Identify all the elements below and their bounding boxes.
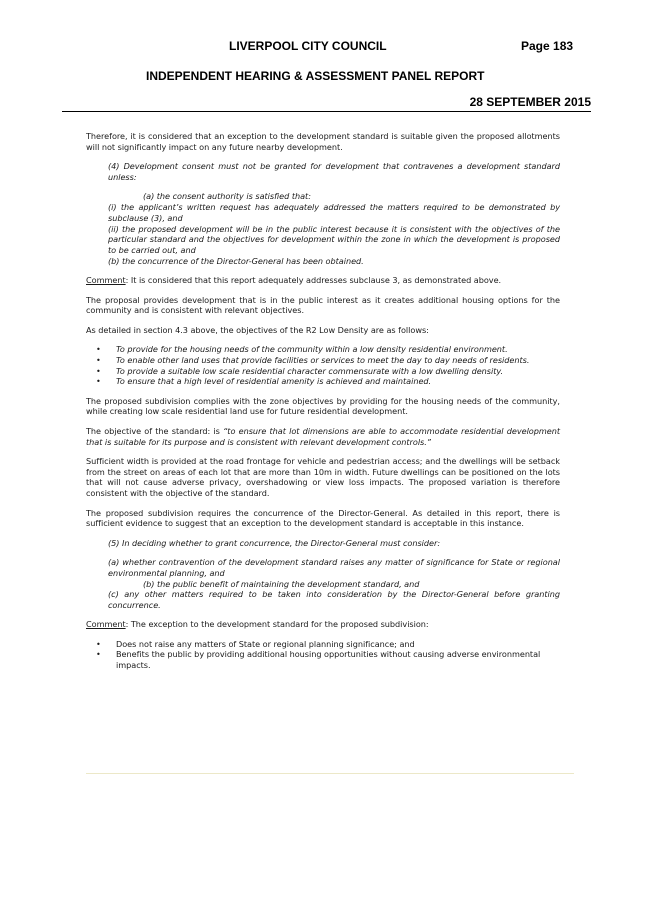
r2-objectives-list [86,344,560,387]
clause-4-a-i: (i) the applicant’s written request has adequately addressed the matters required to be demonstrated by subclause (3), and [108,201,560,223]
clause-5-b: (b) the public benefit of maintaining the development standard, and [143,578,420,589]
report-title: INDEPENDENT HEARING & ASSESSMENT PANEL REPORT [146,69,485,83]
clause-4-b: (b) the concurrence of the Director-General has been obtained. [108,255,364,266]
comment-exception [86,619,560,630]
report-date: 28 SEPTEMBER 2015 [469,95,591,109]
clause-5-c: (c) any other matters required to be taken into consideration by the Director-General before granting concurrence. [108,589,560,611]
clause-4-intro: (4) Development consent must not be granted for development that contravenes a development standard unless: [108,161,560,182]
list-item: • To enable other land uses that provide facilities or services to meet the day to day needs of residents. [86,355,560,366]
footer-rule [86,773,574,774]
comment-text: : The exception to the development standard for the proposed subdivision: [125,619,429,630]
paragraph-objectives-intro: As detailed in section 4.3 above, the objectives of the R2 Low Density are as follows: [86,324,429,335]
standard-objective-quote: “to ensure that lot dimensions are able to accommodate residential development that is suitable for its purpose and is consistent with relevant development controls.” [86,425,560,447]
paragraph-sufficient-width: Sufficient width is provided at the road frontage for vehicle and pedestrian access; and the dwellings will be setback from the street on areas of each lot that are more than 10m in width. Future dwellings can be positioned on the lots that will not cause adverse privacy, overshadowing or view loss impacts. The proposed variation is therefore consistent with the objective of the standard. [86,455,560,499]
clause-5-a: (a) whether contravention of the development standard raises any matter of significance for State or regional environmental planning, and [108,556,560,578]
council-name: LIVERPOOL CITY COUNCIL [229,39,387,53]
list-item: • To ensure that a high level of residential amenity is achieved and maintained. [86,376,560,387]
document-body [86,131,560,680]
paragraph-exception-suitable: Therefore, it is considered that an exception to the development standard is suitable given the proposed allotments will not significantly impact on any future nearby development. [86,131,560,152]
clause-5-intro: (5) In deciding whether to grant concurrence, the Director-General must consider: [108,537,441,548]
list-item: • Does not raise any matters of State or regional planning significance; and [86,639,560,650]
clause-4-a-ii: (ii) the proposed development will be in the public interest because it is consistent with the objectives of the particular standard and the objectives for development within the zone in which the development is proposed to be carried out, and [108,223,560,256]
paragraph-concurrence: The proposed subdivision requires the concurrence of the Director-General. As detailed in this report, there is sufficient evidence to suggest that an exception to the development standard is acceptable in this instance. [86,507,560,529]
clause-4-a: (a) the consent authority is satisfied that: [143,191,311,202]
header-rule [62,111,591,112]
paragraph-standard-objective [86,426,560,448]
exception-points-list [86,639,560,671]
page-number: Page 183 [521,39,574,53]
standard-objective-lead: The objective of the standard: is [86,425,224,436]
comment-subclause-3 [86,275,560,286]
paragraph-zone-compliance: The proposed subdivision complies with the zone objectives by providing for the housing needs of the community, while creating low scale residential land use for future residential development. [86,395,560,417]
comment-text: : It is considered that this report adequately addresses subclause 3, as demonstrated above. [125,275,502,286]
list-item: • Benefits the public by providing additional housing opportunities without causing adverse environmental impacts. [86,649,560,671]
paragraph-public-interest: The proposal provides development that is in the public interest as it creates additional housing options for the community and is consistent with relevant objectives. [86,294,560,316]
comment-label: Comment [86,275,126,286]
comment-label: Comment [86,619,126,630]
list-item: • To provide a suitable low scale residential character commensurate with a low dwelling density. [86,366,560,377]
list-item: • To provide for the housing needs of the community within a low density residential environment. [86,344,560,355]
